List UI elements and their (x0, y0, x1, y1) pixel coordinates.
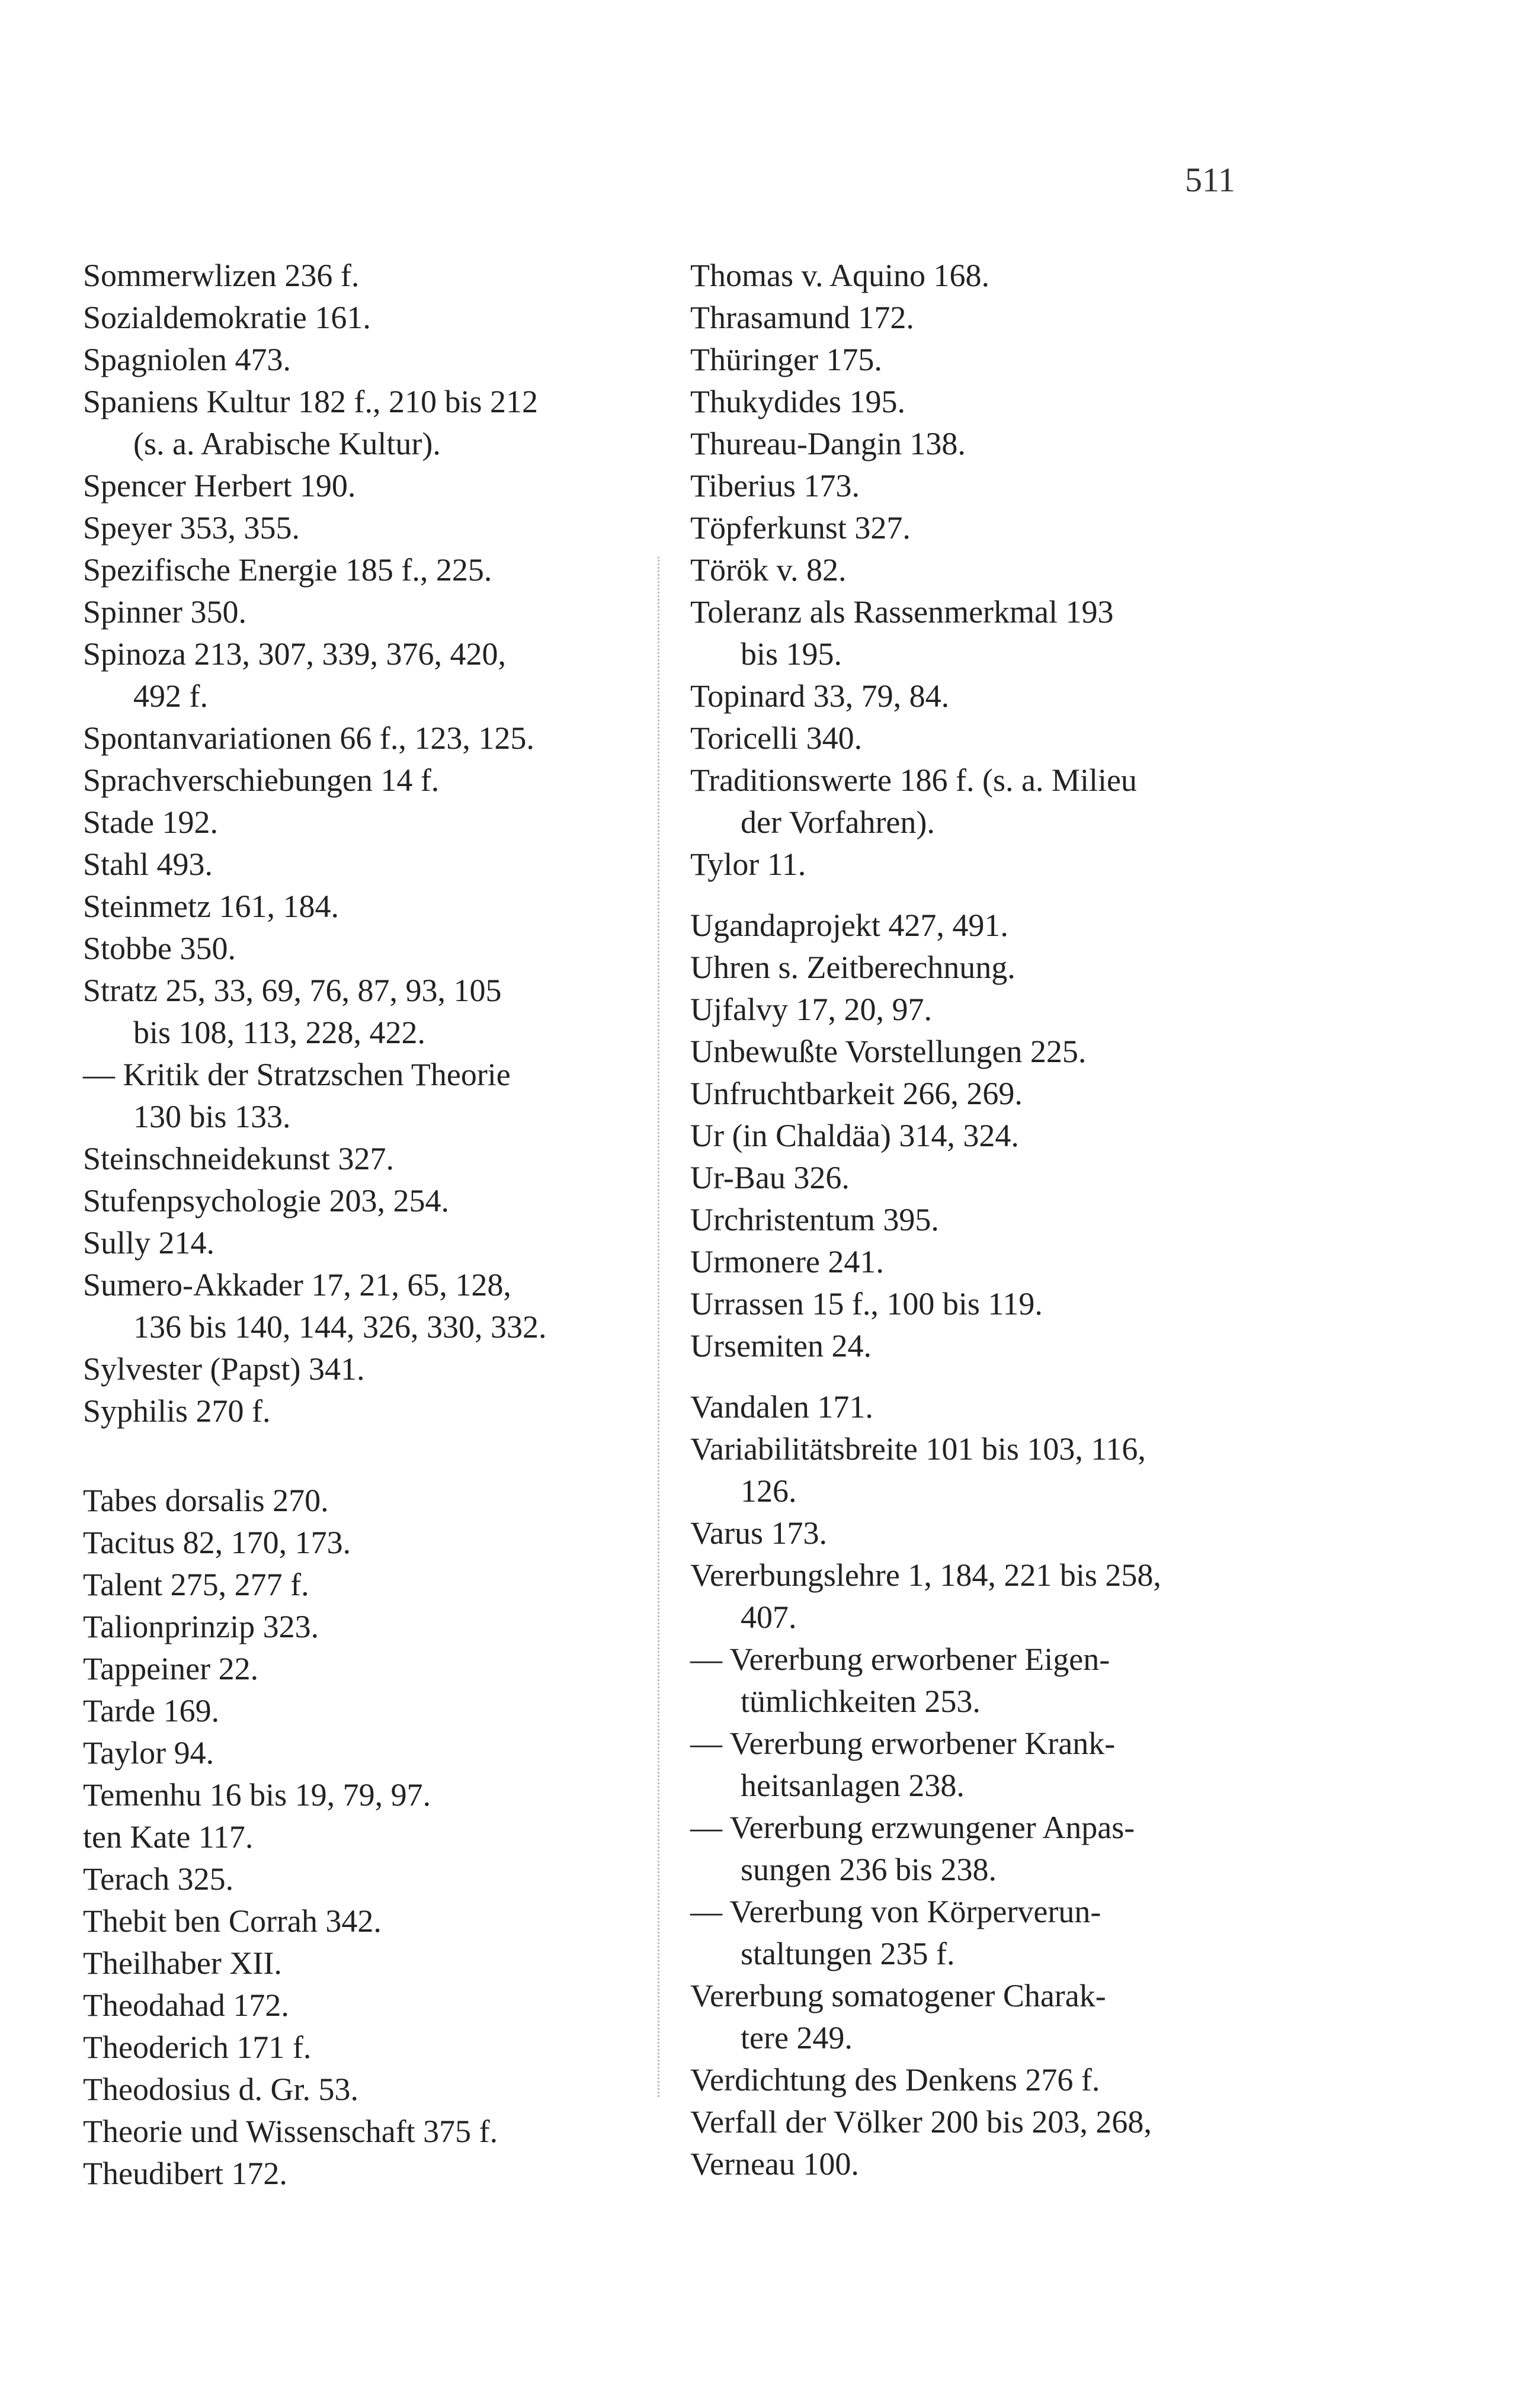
index-section-t-left (83, 1480, 652, 2195)
index-entry (690, 2059, 1259, 2101)
index-entry (83, 1900, 652, 1942)
index-entry-line: Theoderich 171 f. (83, 2029, 312, 2065)
index-entry-line: Töpferkunst 327. (690, 510, 911, 546)
index-entry (690, 1975, 1259, 2059)
index-entry (83, 297, 652, 339)
index-entry-line: Syphilis 270 f. (83, 1393, 271, 1429)
index-entry (83, 1480, 652, 1522)
index-entry-line: Török v. 82. (690, 552, 847, 588)
index-entry-continuation: 407. (741, 1599, 797, 1635)
index-entry (690, 947, 1259, 989)
index-entry-line: Sylvester (Papst) 341. (83, 1351, 365, 1387)
index-entry (83, 1054, 652, 1138)
index-entry (83, 2153, 652, 2195)
index-entry (83, 1648, 652, 1690)
index-entry-line: Urmonere 241. (690, 1244, 884, 1280)
index-entry-line: Spencer Herbert 190. (83, 468, 356, 504)
index-entry (83, 1858, 652, 1900)
index-entry-continuation: 126. (741, 1473, 797, 1509)
index-entry-line: Theodahad 172. (83, 1987, 289, 2023)
index-entry-line: Talionprinzip 323. (83, 1609, 319, 1644)
index-entry-line: Taylor 94. (83, 1735, 214, 1771)
index-entry (83, 1564, 652, 1606)
index-entry (690, 1157, 1259, 1199)
index-column-right (690, 255, 1259, 2185)
column-divider (658, 557, 659, 2097)
index-entry-continuation: tere 249. (741, 2020, 853, 2056)
index-entry-line: Ugandaprojekt 427, 491. (690, 908, 1008, 943)
index-entry (83, 549, 652, 591)
index-entry (690, 1325, 1259, 1367)
index-entry (690, 1723, 1259, 1807)
index-entry (690, 1891, 1259, 1975)
index-entry-line: Toricelli 340. (690, 720, 863, 756)
index-entry (690, 381, 1259, 423)
index-entry (83, 1984, 652, 2027)
index-entry-line: Ur (in Chaldäa) 314, 324. (690, 1118, 1019, 1153)
index-entry-continuation: bis 108, 113, 228, 422. (133, 1015, 426, 1050)
index-entry-line: Vererbung somatogener Charak- (690, 1978, 1106, 2013)
index-entry-line: Spinoza 213, 307, 339, 376, 420, (83, 636, 506, 672)
index-entry (83, 1222, 652, 1264)
index-entry (690, 1554, 1259, 1639)
index-entry-line: Tappeiner 22. (83, 1651, 259, 1686)
index-entry-continuation: staltungen 235 f. (741, 1936, 955, 1971)
index-entry-line: Stahl 493. (83, 847, 213, 882)
index-entry-line: Varus 173. (690, 1515, 827, 1551)
index-entry-line: Variabilitätsbreite 101 bis 103, 116, (690, 1431, 1146, 1467)
index-entry (690, 1512, 1259, 1554)
index-entry-line: Theorie und Wissenschaft 375 f. (83, 2114, 498, 2149)
index-entry (83, 255, 652, 297)
index-entry-line: Tylor 11. (690, 847, 806, 882)
index-entry (83, 844, 652, 886)
index-entry-continuation: bis 195. (741, 636, 843, 672)
index-entry-line: — Kritik der Stratzschen Theorie (83, 1057, 511, 1092)
index-entry-line: Vandalen 171. (690, 1389, 873, 1425)
index-entry (83, 2027, 652, 2069)
index-entry (690, 423, 1259, 465)
index-entry-line: Uhren s. Zeitberechnung. (690, 950, 1016, 985)
index-entry-continuation: (s. a. Arabische Kultur). (133, 426, 441, 461)
index-entry-continuation: 492 f. (133, 678, 208, 714)
index-entry-line: Ursemiten 24. (690, 1328, 872, 1364)
index-entry (690, 1428, 1259, 1512)
index-entry (83, 801, 652, 844)
index-entry-line: Urchristentum 395. (690, 1202, 939, 1237)
index-entry (690, 591, 1259, 675)
index-entry (83, 1816, 652, 1858)
index-entry-continuation: heitsanlagen 238. (741, 1768, 965, 1803)
index-entry (83, 1774, 652, 1816)
index-entry-line: Stratz 25, 33, 69, 76, 87, 93, 105 (83, 973, 502, 1008)
index-entry-line: Verfall der Völker 200 bis 203, 268, (690, 2104, 1152, 2140)
index-entry-line: Tiberius 173. (690, 468, 860, 504)
index-entry-line: Thureau-Dangin 138. (690, 426, 966, 461)
index-entry (690, 339, 1259, 381)
index-entry-line: Theodosius d. Gr. 53. (83, 2072, 358, 2107)
index-entry (83, 633, 652, 717)
index-entry-line: Traditionswerte 186 f. (s. a. Milieu (690, 762, 1137, 798)
index-entry (83, 2069, 652, 2111)
index-entry-line: — Vererbung erworbener Krank- (690, 1726, 1116, 1761)
index-entry-line: Tarde 169. (83, 1693, 220, 1729)
index-entry-line: Theilhaber XII. (83, 1945, 282, 1981)
index-entry (83, 928, 652, 970)
index-entry (83, 591, 652, 633)
index-entry-line: Tabes dorsalis 270. (83, 1483, 329, 1518)
index-column-left (83, 255, 652, 2195)
index-entry-line: Spontanvariationen 66 f., 123, 125. (83, 720, 534, 756)
index-entry-line: Vererbungslehre 1, 184, 221 bis 258, (690, 1557, 1161, 1593)
index-entry (83, 1690, 652, 1732)
index-entry (690, 905, 1259, 947)
index-entry (690, 759, 1259, 844)
index-entry-line: Thebit ben Corrah 342. (83, 1903, 382, 1939)
index-entry-line: — Vererbung von Körperverun- (690, 1894, 1101, 1929)
index-entry-line: Spinner 350. (83, 594, 246, 630)
index-entry-line: Speyer 353, 355. (83, 510, 300, 546)
index-entry (690, 1807, 1259, 1891)
index-entry-line: Topinard 33, 79, 84. (690, 678, 950, 714)
index-entry (690, 2143, 1259, 2185)
index-entry-continuation: 136 bis 140, 144, 326, 330, 332. (133, 1309, 547, 1345)
index-entry-line: Unbewußte Vorstellungen 225. (690, 1034, 1087, 1069)
index-section-u (690, 905, 1259, 1367)
index-entry (690, 717, 1259, 759)
index-entry (690, 1031, 1259, 1073)
index-entry-continuation: tümlichkeiten 253. (741, 1684, 981, 1719)
index-entry-line: Talent 275, 277 f. (83, 1567, 309, 1602)
index-entry-line: Verneau 100. (690, 2146, 859, 2182)
index-entry (83, 1348, 652, 1390)
index-entry-line: Ur-Bau 326. (690, 1160, 850, 1195)
index-entry (690, 1639, 1259, 1723)
index-entry (83, 886, 652, 928)
index-entry-line: Thüringer 175. (690, 342, 882, 377)
index-entry (83, 339, 652, 381)
index-entry (690, 1241, 1259, 1283)
page-number: 511 (1185, 161, 1235, 199)
index-entry-line: Tacitus 82, 170, 173. (83, 1525, 351, 1560)
index-entry (83, 1606, 652, 1648)
index-entry (83, 1522, 652, 1564)
index-entry-line: Thrasamund 172. (690, 300, 914, 335)
index-entry (690, 2101, 1259, 2143)
index-entry (690, 989, 1259, 1031)
index-entry-line: Stade 192. (83, 804, 218, 840)
index-entry (83, 465, 652, 507)
index-entry-line: Spezifische Energie 185 f., 225. (83, 552, 492, 588)
index-entry-line: Ujfalvy 17, 20, 97. (690, 992, 932, 1027)
index-entry (690, 297, 1259, 339)
index-entry (83, 717, 652, 759)
index-entry (690, 1199, 1259, 1241)
index-entry-line: Verdichtung des Denkens 276 f. (690, 2062, 1100, 2098)
index-entry-continuation: der Vorfahren). (741, 804, 935, 840)
index-entry (690, 1283, 1259, 1325)
index-entry-line: Sommerwlizen 236 f. (83, 258, 360, 293)
index-entry (83, 2111, 652, 2153)
index-entry (83, 507, 652, 549)
index-entry-line: Temenhu 16 bis 19, 79, 97. (83, 1777, 431, 1813)
index-entry (690, 675, 1259, 717)
index-entry-line: Sprachverschiebungen 14 f. (83, 762, 440, 798)
index-entry (83, 759, 652, 801)
index-entry (690, 549, 1259, 591)
index-entry (690, 1386, 1259, 1428)
index-entry (690, 255, 1259, 297)
index-entry-line: Unfruchtbarkeit 266, 269. (690, 1076, 1023, 1111)
index-entry-line: Steinschneidekunst 327. (83, 1141, 394, 1176)
index-section-t-right (690, 255, 1259, 886)
index-entry-line: Urrassen 15 f., 100 bis 119. (690, 1286, 1043, 1322)
index-entry-line: ten Kate 117. (83, 1819, 254, 1855)
index-entry-line: Theudibert 172. (83, 2156, 287, 2191)
index-entry (83, 1942, 652, 1984)
index-entry-line: — Vererbung erzwungener Anpas- (690, 1810, 1135, 1845)
index-entry-line: Terach 325. (83, 1861, 234, 1897)
index-entry-line: Sumero-Akkader 17, 21, 65, 128, (83, 1267, 511, 1303)
index-entry-line: Spaniens Kultur 182 f., 210 bis 212 (83, 384, 538, 419)
index-entry (83, 1138, 652, 1180)
index-entry (83, 1732, 652, 1774)
index-entry-continuation: 130 bis 133. (133, 1099, 291, 1134)
index-entry (690, 1073, 1259, 1115)
index-entry (690, 1115, 1259, 1157)
index-entry (83, 1264, 652, 1348)
index-section-s (83, 255, 652, 1432)
index-entry-line: Thukydides 195. (690, 384, 905, 419)
index-entry-line: Sozialdemokratie 161. (83, 300, 371, 335)
index-entry-continuation: sungen 236 bis 238. (741, 1852, 997, 1887)
index-entry-line: Sully 214. (83, 1225, 215, 1261)
index-entry-line: Stobbe 350. (83, 931, 236, 966)
index-entry-line: Steinmetz 161, 184. (83, 889, 339, 924)
index-entry (690, 844, 1259, 886)
index-entry-line: Stufenpsychologie 203, 254. (83, 1183, 449, 1219)
index-entry-line: Thomas v. Aquino 168. (690, 258, 989, 293)
index-entry (83, 381, 652, 465)
index-entry (690, 507, 1259, 549)
index-entry (690, 465, 1259, 507)
index-entry-line: — Vererbung erworbener Eigen- (690, 1641, 1110, 1677)
index-entry-line: Toleranz als Rassenmerkmal 193 (690, 594, 1114, 630)
index-section-v (690, 1386, 1259, 2185)
index-entry-line: Spagniolen 473. (83, 342, 291, 377)
index-entry (83, 1390, 652, 1432)
index-entry (83, 1180, 652, 1222)
index-entry (83, 970, 652, 1054)
